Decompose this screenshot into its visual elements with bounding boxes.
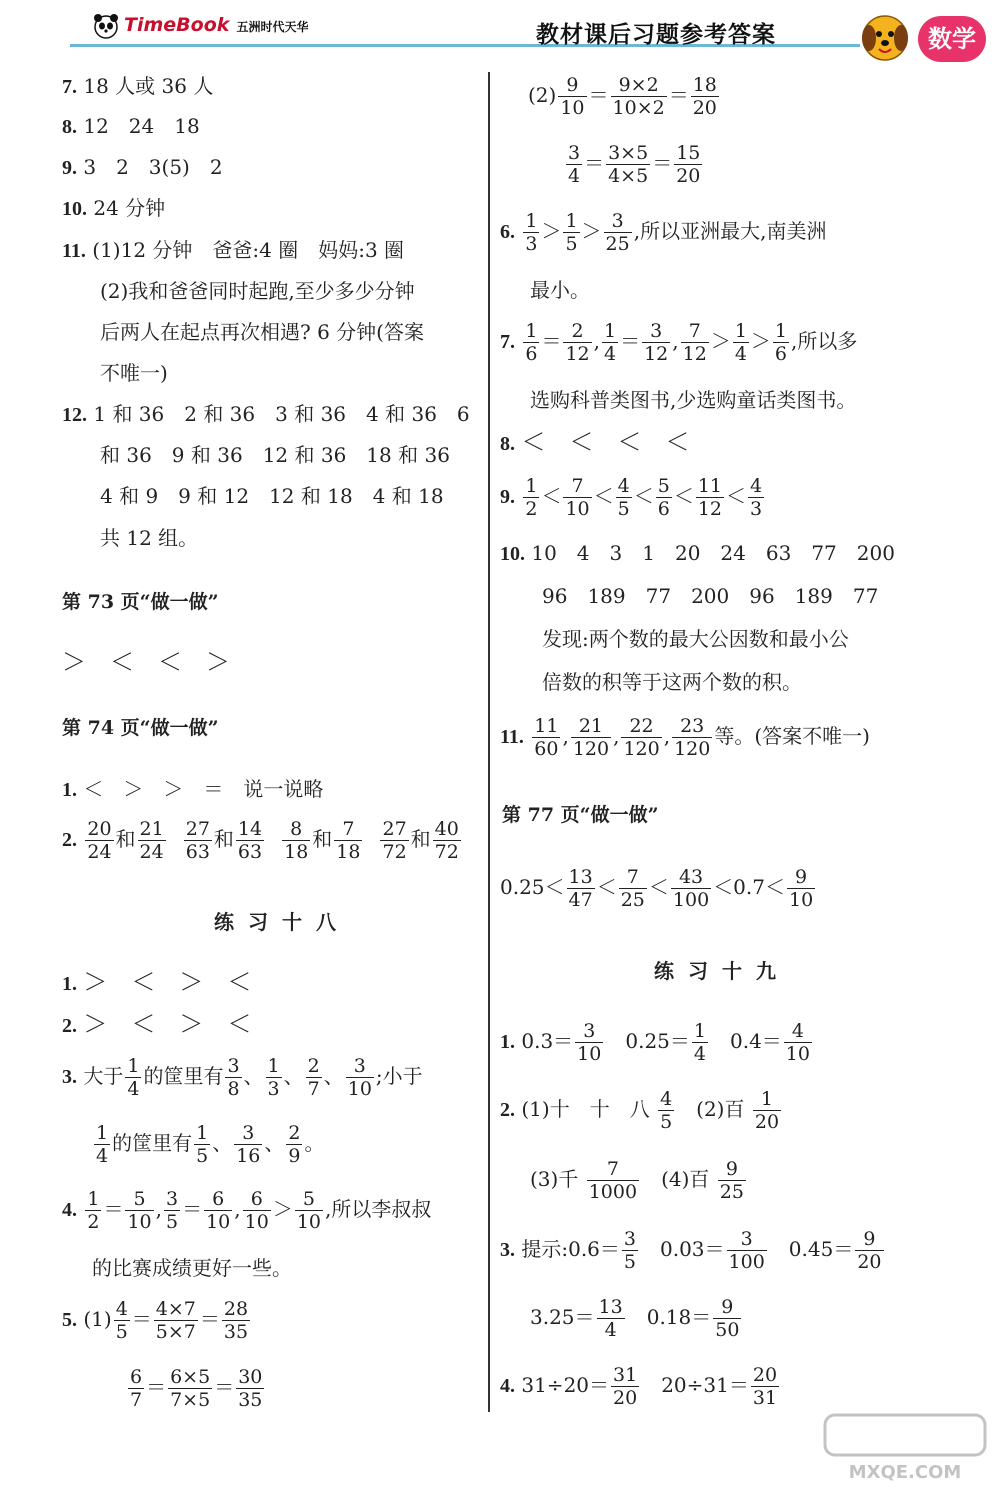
page-title: 教材课后习题参考答案 — [536, 22, 776, 48]
right-answer-10: 10. 10 4 3 1 20 24 63 77 200 — [500, 541, 895, 565]
ex18-answer-1: 1. ＞ ＜ ＞ ＜ — [62, 968, 252, 996]
p74-answer-2: 2. $\frac{20}{24}$ 和 $\frac{21}{24}$ $\frac{27}{63}$ 和 $\frac{14}{63}$ $\frac{8}{18}$ 和 $\frac{7}{18}$ $\frac{27}{72}$ 和 $\frac{40}{72}$ — [62, 818, 477, 863]
fraction: $\frac{27}{72}$ — [382, 818, 407, 863]
fraction-pair — [280, 818, 364, 863]
subject-badge: 数学 — [918, 16, 986, 62]
and-word: 和 — [115, 827, 136, 851]
answer-5-part2: (2) $\frac{9}{10}$ ＝ $\frac{9\times 2}{10\times 2}$ ＝ $\frac{18}{20}$ — [528, 74, 717, 119]
fraction: $\frac{27}{63}$ — [185, 818, 210, 863]
right-answer-6: 6. $\frac{1}{3}$ ＞ $\frac{1}{5}$ ＞ $\frac{3}{25}$ ,所以亚洲最大,南美洲 — [500, 210, 827, 255]
answer-11-line2: (2)我和爸爸同时起跑,至少多少分钟 — [100, 279, 415, 303]
ex18-answer-3-line2: $\frac{1}{4}$ 的筐里有 $\frac{1}{5}$ 、 $\frac{3}{16}$ 、 $\frac{2}{9}$ 。 — [96, 1122, 325, 1167]
fraction: $\frac{14}{63}$ — [237, 818, 263, 863]
answer-11-line3: 后两人在起点再次相遇? 6 分钟(答案 — [100, 320, 424, 344]
right-answer-7: 7. $\frac{1}{6}$ ＝ $\frac{2}{12}$ , $\frac{1}{4}$ ＝ $\frac{3}{12}$ , $\frac{7}{12}$ ＞ $\frac{1}{4}$ ＞ $\frac{1}{6}$ ,所以多 — [500, 320, 858, 365]
right-answer-8: 8. ＜ ＜ ＜ ＜ — [500, 428, 690, 456]
ex18-answer-5: 5. (1) $\frac{4}{5}$ ＝ $\frac{4\times 7}{5\times 7}$ ＝ $\frac{28}{35}$ — [62, 1298, 249, 1343]
p74-answer-1: 1. ＜ ＞ ＞ ＝ 说一说略 — [62, 777, 324, 801]
ex19-answer-3: 3. 提示:0.6＝ $\frac{3}{5}$ 0.03＝ $\frac{3}{100}$ 0.45＝ $\frac{9}{20}$ — [500, 1228, 882, 1273]
heading-page-77: 第 77 页“做一做” — [502, 804, 659, 826]
right-answer-10-line4: 倍数的积等于这两个数的积。 — [542, 670, 802, 694]
answer-9: 9. 3 2 3(5) 2 — [62, 155, 223, 179]
right-answer-7-line2: 选购科普类图书,少选购童话类图书。 — [530, 388, 857, 412]
answer-12-line4: 共 12 组。 — [100, 526, 199, 550]
watermark-text: MXQE.COM — [848, 1462, 962, 1483]
fraction-pair — [83, 818, 167, 863]
answer-page-73: ＞ ＜ ＜ ＞ — [62, 648, 230, 676]
and-word: 和 — [312, 827, 333, 851]
fraction: $\frac{40}{72}$ — [434, 818, 459, 863]
and-word: 和 — [213, 827, 234, 851]
ex18-answer-3: 3. 大于 $\frac{1}{4}$ 的筐里有 $\frac{3}{8}$ 、 $\frac{1}{3}$ 、 $\frac{2}{7}$ 、 $\frac{3}{10}$ ;小于 — [62, 1055, 423, 1100]
right-answer-10-line2: 96 189 77 200 96 189 77 — [542, 584, 879, 608]
watermark-logo — [820, 1410, 990, 1485]
answer-11: 11. (1)12 分钟 爸爸:4 圈 妈妈:3 圈 — [62, 238, 405, 262]
page-header — [0, 0, 1000, 70]
answer-7: 7. 18 人或 36 人 — [62, 74, 214, 98]
fraction-pair — [182, 818, 266, 863]
fraction: $\frac{20}{24}$ — [87, 818, 112, 863]
ex19-answer-4: 4. 31÷20＝ $\frac{31}{20}$ 20÷31＝ $\frac{20}{31}$ — [500, 1364, 778, 1409]
answer-12: 12. 1 和 36 2 和 36 3 和 36 4 和 36 6 — [62, 402, 470, 426]
ex18-answer-5-line2: $\frac{6}{7}$ ＝ $\frac{6\times 5}{7\times 5}$ ＝ $\frac{30}{35}$ — [130, 1366, 263, 1411]
ex18-answer-4: 4. $\frac{1}{2}$ ＝ $\frac{5}{10}$ , $\frac{3}{5}$ ＝ $\frac{6}{10}$ , $\frac{6}{10}$ ＞ $\frac{5}{10}$ ,所以李叔叔 — [62, 1188, 432, 1233]
fraction: $\frac{8}{18}$ — [284, 818, 309, 863]
publisher-name: 五洲时代天华 — [236, 20, 309, 34]
section-title-exercise-18: 练习十八 — [214, 910, 350, 934]
ex19-answer-1: 1. 0.3＝ $\frac{3}{10}$ 0.25＝ $\frac{1}{4}$ 0.4＝ $\frac{4}{10}$ — [500, 1020, 810, 1065]
ex19-answer-3-line2: 3.25＝ $\frac{13}{4}$ 0.18＝ $\frac{9}{50}$ — [530, 1296, 740, 1341]
panda-logo-icon — [92, 12, 120, 40]
answer-11-line4: 不唯一) — [100, 361, 168, 385]
brand-logo — [124, 14, 309, 36]
right-answer-10-line3: 发现:两个数的最大公因数和最小公 — [542, 627, 849, 651]
answer-12-line2: 和 36 9 和 36 12 和 36 18 和 36 — [100, 443, 450, 467]
fraction-pairs — [83, 818, 477, 863]
fraction-pair — [378, 818, 462, 863]
answer-10: 10. 24 分钟 — [62, 196, 166, 220]
heading-page-73: 第 73 页“做一做” — [62, 591, 219, 613]
brand-name: TimeBook — [124, 14, 230, 36]
right-answer-11: 11. $\frac{11}{60}$ , $\frac{21}{120}$ , $\frac{22}{120}$ , $\frac{23}{120}$ 等。(答案不唯一) — [500, 715, 870, 760]
section-title-exercise-19: 练习十九 — [654, 959, 790, 983]
right-answer-6-line2: 最小。 — [530, 278, 590, 302]
fraction: $\frac{7}{18}$ — [336, 818, 361, 863]
right-answer-9: 9. $\frac{1}{2}$ ＜ $\frac{7}{10}$ ＜ $\frac{4}{5}$ ＜ $\frac{5}{6}$ ＜ $\frac{11}{12}$ ＜ $\frac{4}{3}$ — [500, 475, 763, 520]
ex18-answer-4-line2: 的比赛成绩更好一些。 — [92, 1256, 292, 1280]
ex19-answer-2: 2. (1)十 十 八 $\frac{4}{5}$ (2)百 $\frac{1}{20}$ — [500, 1088, 780, 1133]
fraction: $\frac{21}{24}$ — [139, 818, 164, 863]
ex19-answer-2-line2: (3)千 $\frac{7}{1000}$ (4)百 $\frac{9}{25}$ — [530, 1158, 744, 1203]
answer-5-part2-line2: $\frac{3}{4}$ ＝ $\frac{3\times 5}{4\times 5}$ ＝ $\frac{15}{20}$ — [568, 142, 701, 187]
and-word: 和 — [410, 827, 431, 851]
answer-12-line3: 4 和 9 9 和 12 12 和 18 4 和 18 — [100, 484, 444, 508]
answer-page-77: 0.25＜ $\frac{13}{47}$ ＜ $\frac{7}{25}$ ＜ $\frac{43}{100}$ ＜0.7＜ $\frac{9}{10}$ — [500, 866, 814, 911]
heading-page-74: 第 74 页“做一做” — [62, 717, 219, 739]
ex18-answer-2: 2. ＞ ＜ ＞ ＜ — [62, 1010, 252, 1038]
answer-8: 8. 12 24 18 — [62, 114, 200, 138]
dog-mascot-icon — [855, 8, 915, 66]
column-divider — [488, 72, 490, 1412]
